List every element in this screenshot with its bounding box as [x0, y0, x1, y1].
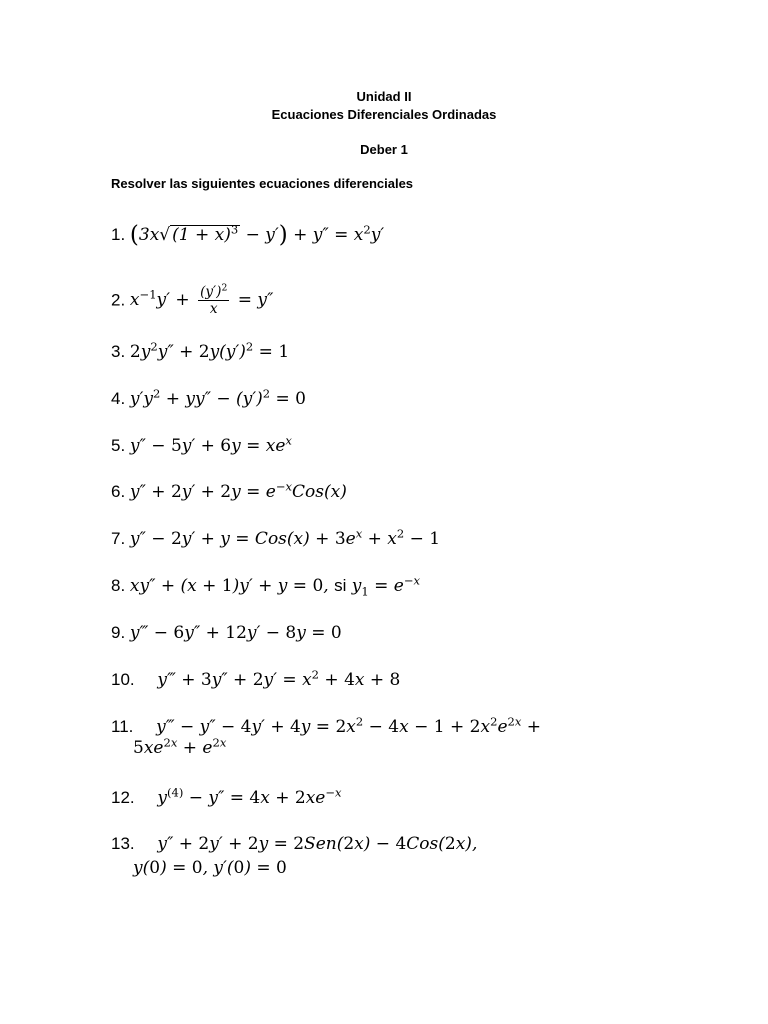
- course-title: Ecuaciones Diferenciales Ordinadas: [271, 107, 497, 122]
- problem-number: 6.: [111, 482, 126, 501]
- problem-equation: y‴ + $3y'' + 2y' = x^2 + 4x + 8$: [157, 667, 401, 690]
- problem-equation: $2y^2y'' + 2y(y')^2 = 1$: [129, 339, 290, 362]
- problem-equation: y″ + 2y′ + 2y = 2Sen(2x) − 4Cos(2x),: [157, 834, 478, 854]
- problem-number: 4.: [111, 389, 126, 408]
- condition-word: si: [334, 576, 347, 595]
- problem-equation: (3x√ $(1 + x)^3 - y') + y'' = x^2y'$: [129, 222, 385, 248]
- problem-number: 10.: [111, 670, 135, 689]
- problem-number: 12.: [111, 788, 135, 807]
- problem-12: [111, 785, 342, 808]
- problem-equation: $y'' - 5y' + 6y = xe^x$: [129, 433, 292, 456]
- problem-number: 3.: [111, 342, 126, 361]
- assignment-title: Deber 1: [360, 142, 408, 157]
- problem-13: [111, 834, 477, 854]
- problem-5: [111, 433, 292, 456]
- problem-equation: y‴ − 6y″ + 12y′ − 8y = 0: [129, 623, 342, 643]
- problem-number: 5.: [111, 436, 126, 455]
- problem-number: 7.: [111, 529, 126, 548]
- problem-number: 2.: [111, 290, 126, 310]
- problem-number: 11.: [111, 717, 134, 736]
- problem-2: [111, 282, 274, 318]
- problem-equation: xy″ + (x + 1)y′ + y = 0, si $y_1 = e^{-x}$: [129, 573, 421, 599]
- problem-13-initial-conditions: y(0) = 0, y′(0) = 0: [133, 858, 287, 878]
- problem-7: [111, 526, 441, 549]
- problem-10: [111, 667, 401, 690]
- problem-equation: $y'y^2 + yy'' - (y')^2 = 0$: [129, 386, 306, 409]
- problem-8: [111, 573, 421, 599]
- problem-1: [111, 222, 384, 248]
- problem-11: [111, 714, 542, 737]
- problem-number: 8.: [111, 576, 126, 595]
- problem-9: [111, 623, 342, 643]
- instructions: Resolver las siguientes ecuaciones diferenciales: [111, 176, 414, 191]
- problem-equation: y‴ − $y'' - 4y' + 4y = 2x^2 - 4x - 1 + 2x^2e^{2x}$ +: [156, 714, 542, 737]
- problem-number: 1.: [111, 225, 126, 244]
- problem-6: [111, 479, 347, 502]
- problem-4: [111, 386, 306, 409]
- problem-equation: $y'' + 2y' + 2y = e^{-x}Cos(x)$: [129, 479, 347, 502]
- problem-number: 13.: [111, 834, 135, 853]
- problem-11-continuation: $5xe^{2x} + e^{2x}$: [133, 735, 227, 758]
- unit-title: Unidad II: [356, 89, 412, 104]
- problem-number: 9.: [111, 623, 126, 642]
- problem-equation: $y^{(4)} - y'' = 4x + 2xe^{-x}$: [157, 785, 342, 808]
- problem-equation: $y'' - 2y' + y = Cos(x) + 3e^x + x^2 - 1$: [129, 526, 441, 549]
- problem-equation: $x^{-1}y'$ + $\frac{(y')^2}{x}$ = y″: [129, 282, 274, 318]
- problem-3: [111, 339, 290, 362]
